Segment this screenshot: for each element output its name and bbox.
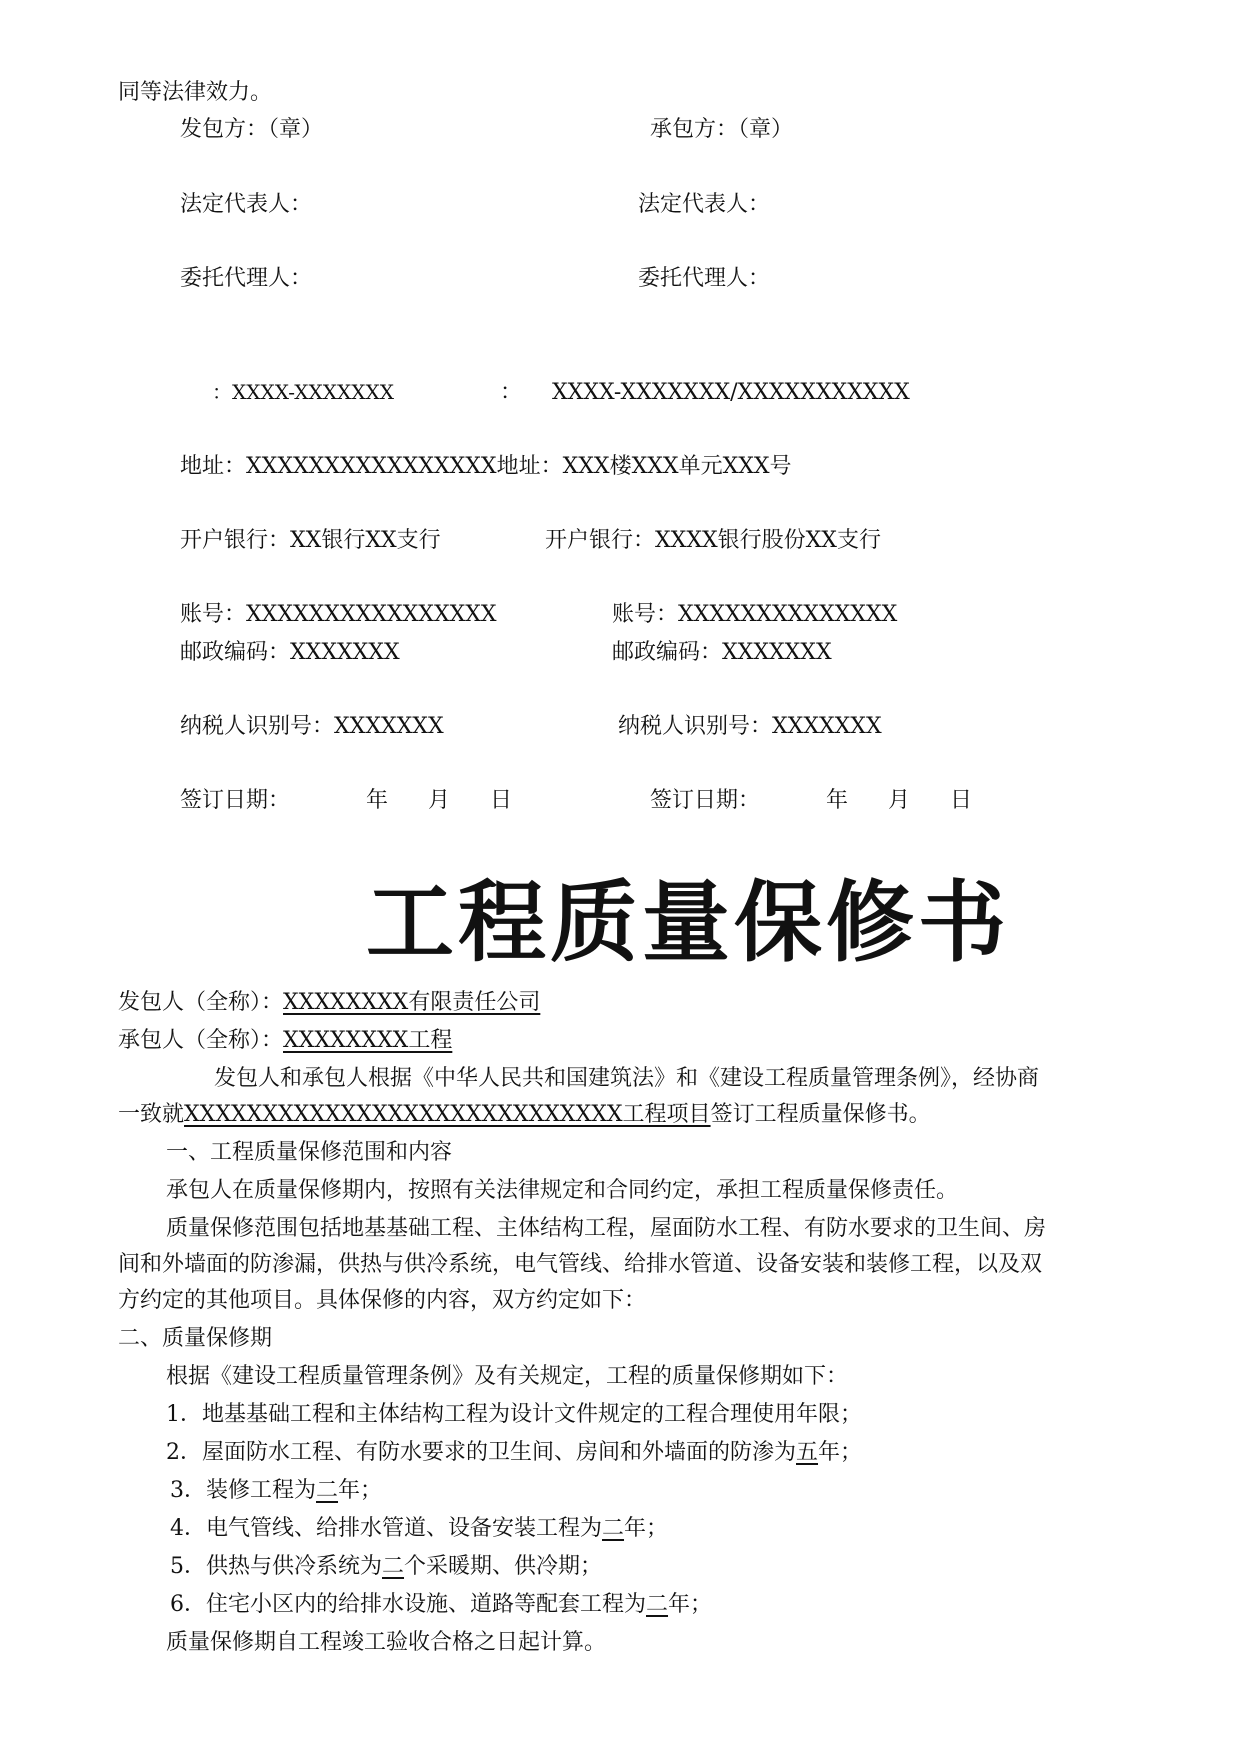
closing-line: 质量保修期自工程竣工验收合格之日起计算。 — [166, 1630, 607, 1655]
item2-prefix: 2．屋面防水工程、有防水要求的卫生间、房间和外墙面的防渗为 — [166, 1440, 796, 1465]
account-left: 账号：XXXXXXXXXXXXXXXX — [180, 602, 497, 627]
employer-line — [118, 990, 540, 1016]
date-day-right: 日 — [950, 788, 973, 813]
date-year-left: 年 — [366, 788, 389, 813]
item3-prefix: 3．装修工程为 — [170, 1478, 316, 1503]
employer-name: XXXXXXXX有限责任公司 — [283, 990, 541, 1015]
intro-prefix: 一致就 — [118, 1102, 185, 1127]
account-right: 账号：XXXXXXXXXXXXXX — [612, 602, 898, 627]
section1-p2-line2: 间和外墙面的防渗漏，供热与供冷系统，电气管线、给排水管道、设备安装和装修工程，以及双 — [118, 1252, 1043, 1277]
intro-line-1: 发包人和承包人根据《中华人民共和国建筑法》和《建设工程质量管理条例》，经协商 — [214, 1066, 1040, 1091]
item6-prefix: 6．住宅小区内的给排水设施、道路等配套工程为 — [170, 1592, 646, 1617]
period-item-5 — [170, 1554, 602, 1580]
section1-p2-line1: 质量保修范围包括地基基础工程、主体结构工程，屋面防水工程、有防水要求的卫生间、房 — [166, 1216, 1047, 1241]
section1-p2-line3: 方约定的其他项目。具体保修的内容，双方约定如下： — [118, 1288, 647, 1313]
bank-left: 开户银行：XX银行XX支行 — [180, 528, 441, 553]
agent-left: 委托代理人： — [180, 266, 313, 291]
item6-suffix: 年； — [668, 1592, 713, 1617]
intro-line-2 — [118, 1102, 931, 1128]
postal-left: 邮政编码：XXXXXXX — [180, 640, 400, 665]
item3-value: 二 — [316, 1478, 339, 1503]
phone-right-colon: ： — [500, 380, 523, 405]
period-item-3 — [170, 1478, 382, 1504]
tail-line: 同等法律效力。 — [118, 80, 273, 105]
legal-rep-right: 法定代表人： — [638, 192, 771, 217]
item5-suffix: 个采暖期、供冷期； — [404, 1554, 603, 1579]
period-item-2 — [166, 1440, 862, 1466]
date-day-left: 日 — [490, 788, 513, 813]
taxid-right: 纳税人识别号：XXXXXXX — [618, 714, 882, 739]
date-label-left: 签订日期： — [180, 788, 291, 813]
item4-suffix: 年； — [624, 1516, 669, 1541]
page-title: 工程质量保修书 — [366, 871, 1011, 974]
legal-rep-left: 法定代表人： — [180, 192, 313, 217]
phone-right-value: XXXX-XXXXXXX/XXXXXXXXXXX — [552, 380, 910, 405]
employer-label: 发包人（全称）： — [118, 990, 284, 1015]
item5-prefix: 5．供热与供冷系统为 — [170, 1554, 382, 1579]
item2-value: 五 — [796, 1440, 819, 1465]
section2-heading: 二、质量保修期 — [118, 1326, 273, 1351]
date-month-left: 月 — [428, 788, 451, 813]
item4-value: 二 — [602, 1516, 625, 1541]
bank-right: 开户银行：XXXX银行股份XX支行 — [545, 528, 881, 553]
contractor-name: XXXXXXXX工程 — [283, 1028, 453, 1053]
taxid-left: 纳税人识别号：XXXXXXX — [180, 714, 444, 739]
section1-heading: 一、工程质量保修范围和内容 — [166, 1140, 453, 1165]
date-year-right: 年 — [826, 788, 849, 813]
contractor-seal: 承包方：（章） — [650, 117, 794, 142]
employer-seal: 发包方：（章） — [180, 117, 324, 142]
period-item-6 — [170, 1592, 712, 1618]
intro-suffix: 签订工程质量保修书。 — [710, 1102, 931, 1127]
contractor-line — [118, 1028, 502, 1054]
agent-right: 委托代理人： — [638, 266, 771, 291]
date-label-right: 签订日期： — [650, 788, 761, 813]
period-item-1: 1．地基基础工程和主体结构工程为设计文件规定的工程合理使用年限； — [166, 1402, 862, 1427]
intro-project: XXXXXXXXXXXXXXXXXXXXXXXXXXXX工程项目 — [184, 1102, 711, 1127]
item2-suffix: 年； — [818, 1440, 863, 1465]
date-month-right: 月 — [888, 788, 911, 813]
address-line: 地址：XXXXXXXXXXXXXXXX地址：XXX楼XXX单元XXX号 — [180, 454, 792, 479]
item5-value: 二 — [382, 1554, 405, 1579]
item6-value: 二 — [646, 1592, 669, 1617]
phone-left: ：XXXX-XXXXXXX — [212, 380, 394, 404]
postal-right: 邮政编码：XXXXXXX — [612, 640, 832, 665]
contractor-label: 承包人（全称）： — [118, 1028, 284, 1053]
section2-intro: 根据《建设工程质量管理条例》及有关规定，工程的质量保修期如下： — [166, 1364, 849, 1389]
item3-suffix: 年； — [338, 1478, 383, 1503]
period-item-4 — [170, 1516, 668, 1542]
item4-prefix: 4．电气管线、给排水管道、设备安装工程为 — [170, 1516, 602, 1541]
section1-p1: 承包人在质量保修期内，按照有关法律规定和合同约定，承担工程质量保修责任。 — [166, 1178, 959, 1203]
